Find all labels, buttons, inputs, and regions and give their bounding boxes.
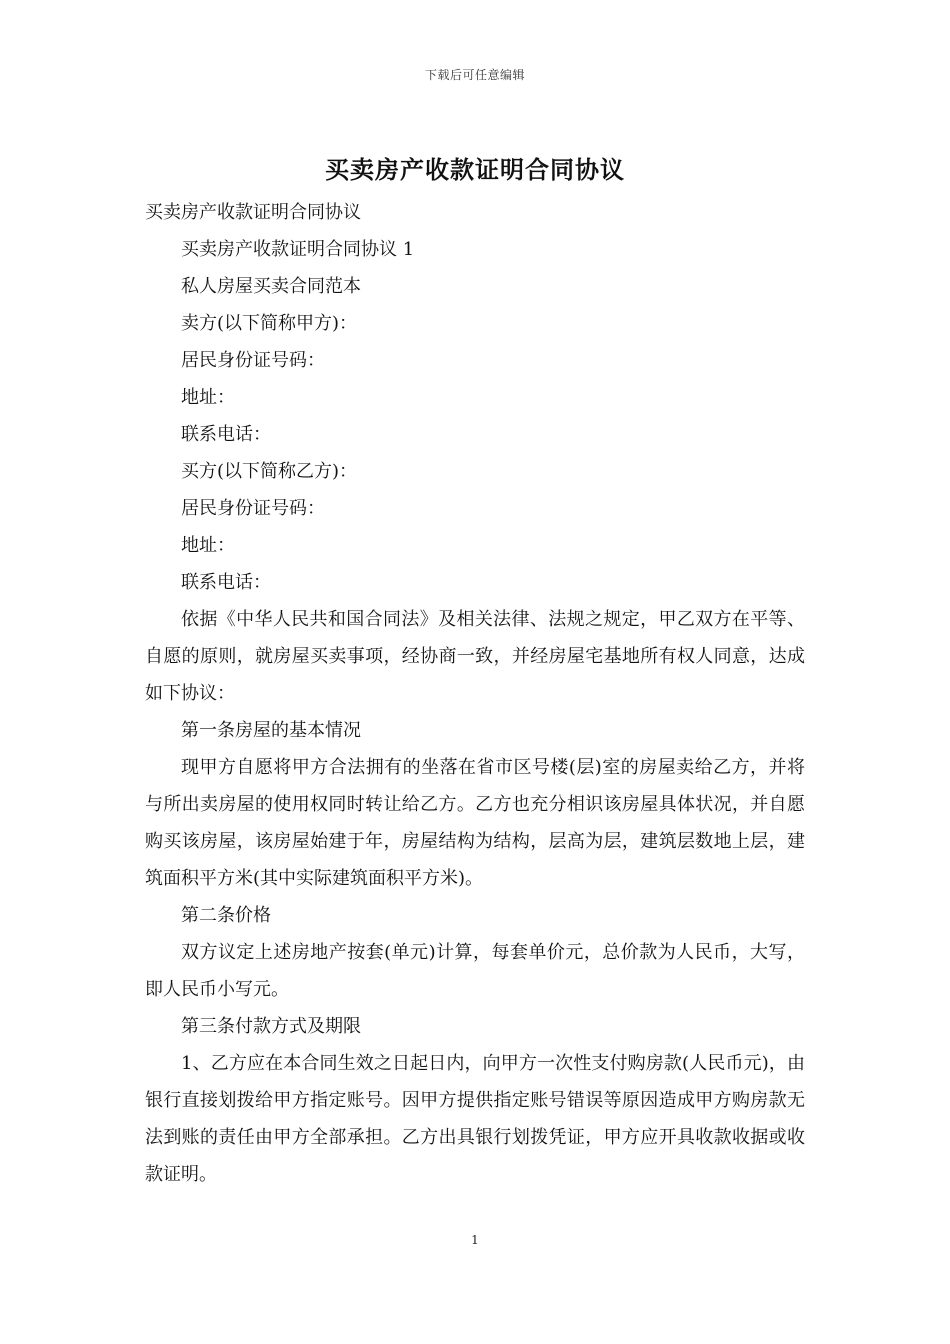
paragraph-section-heading: 买卖房产收款证明合同协议 1 bbox=[181, 239, 415, 260]
paragraph-article-2-body: 双方议定上述房地产按套(单元)计算，每套单价元，总价款为人民币，大写，即人民币小写元。 bbox=[145, 942, 805, 1000]
paragraph-template-name: 私人房屋买卖合同范本 bbox=[181, 276, 361, 297]
paragraph-article-1-heading: 第一条房屋的基本情况 bbox=[181, 720, 361, 741]
paragraph-preamble: 依据《中华人民共和国合同法》及相关法律、法规之规定，甲乙双方在平等、自愿的原则，就房屋买卖事项，经协商一致，并经房屋宅基地所有权人同意，达成如下协议： bbox=[145, 609, 805, 704]
document-title: 买卖房产收款证明合同协议 bbox=[325, 155, 625, 184]
paragraph-article-2-heading: 第二条价格 bbox=[181, 905, 271, 926]
paragraph-seller-phone: 联系电话： bbox=[181, 424, 271, 445]
header-note: 下载后可任意编辑 bbox=[424, 68, 525, 82]
paragraph-buyer-id: 居民身份证号码： bbox=[181, 498, 325, 519]
paragraph-buyer-address: 地址： bbox=[181, 535, 235, 556]
paragraph-seller: 卖方(以下简称甲方)： bbox=[181, 313, 358, 334]
paragraph-article-3-heading: 第三条付款方式及期限 bbox=[181, 1016, 361, 1037]
paragraph-subtitle: 买卖房产收款证明合同协议 bbox=[145, 202, 361, 223]
paragraph-article-3-item-1: 1、乙方应在本合同生效之日起日内，向甲方一次性支付购房款(人民币元)，由银行直接划拨给甲方指定账号。因甲方提供指定账号错误等原因造成甲方购房款无法到账的责任由甲方全部承担。乙方出具银行划拨凭证，甲方应开具收款收据或收款证明。 bbox=[145, 1053, 805, 1185]
page-number: 1 bbox=[471, 1233, 479, 1247]
paragraph-buyer-phone: 联系电话： bbox=[181, 572, 271, 593]
paragraph-buyer: 买方(以下简称乙方)： bbox=[181, 461, 358, 482]
document-body bbox=[145, 194, 805, 1193]
paragraph-seller-address: 地址： bbox=[181, 387, 235, 408]
paragraph-article-1-body: 现甲方自愿将甲方合法拥有的坐落在省市区号楼(层)室的房屋卖给乙方，并将与所出卖房屋的使用权同时转让给乙方。乙方也充分相识该房屋具体状况，并自愿购买该房屋，该房屋始建于年，房屋结构为结构，层高为层，建筑层数地上层，建筑面积平方米(其中实际建筑面积平方米)。 bbox=[145, 757, 805, 889]
paragraph-seller-id: 居民身份证号码： bbox=[181, 350, 325, 371]
